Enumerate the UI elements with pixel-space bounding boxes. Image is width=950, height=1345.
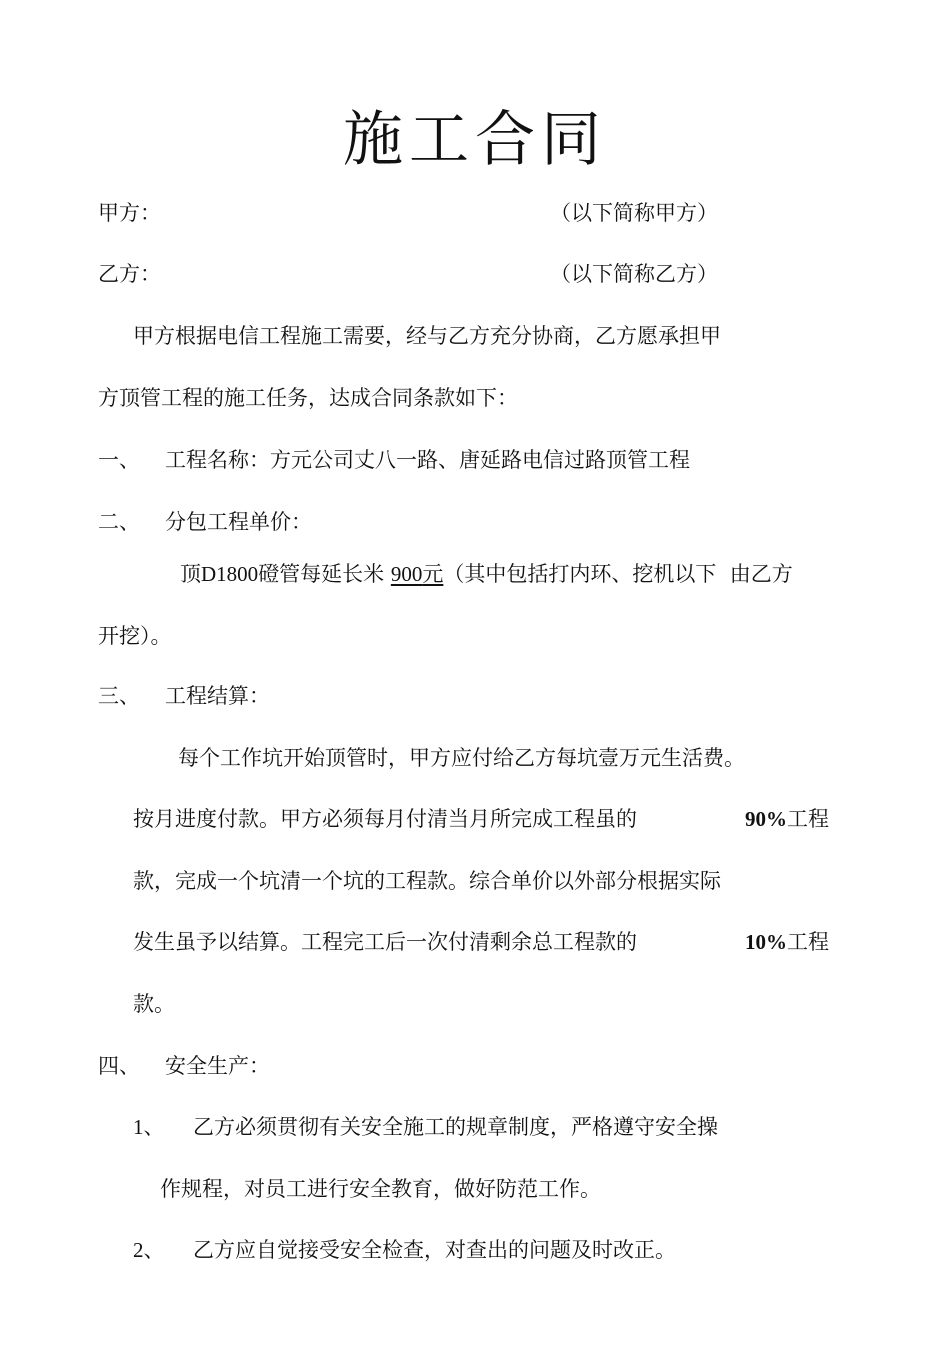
section-2-price-line <box>180 559 793 589</box>
section-2-heading: 分包工程单价： <box>165 510 312 534</box>
item-2-line-1: 乙方应自觉接受安全检查，对查出的问题及时改正。 <box>193 1238 676 1262</box>
pct-90: 90% <box>745 807 787 831</box>
price-desc: 磴管每延长米 <box>258 562 385 586</box>
unit-price-currency: 元 <box>422 562 444 586</box>
section-3-para-3: 款，完成一个坑清一个坑的工程款。综合单价以外部分根据实际 <box>133 869 721 893</box>
pipe-code: D1800 <box>201 562 259 586</box>
section-3-para-4: 发生虽予以结算。工程完工后一次付清剩余总工程款的 <box>133 930 637 954</box>
section-3-number: 三、 <box>98 684 140 708</box>
item-1-line-1: 乙方必须贯彻有关安全施工的规章制度，严格遵守安全操 <box>193 1115 718 1139</box>
section-4-number: 四、 <box>98 1054 140 1078</box>
section-3-para-4-pct <box>745 927 829 957</box>
section-3-para-2: 按月进度付款。甲方必须每月付清当月所完成工程虽的 <box>133 807 637 831</box>
section-3-para-2-pct <box>745 804 829 834</box>
price-note-tail: 由乙方 <box>729 562 793 586</box>
party-a-note: （以下简称甲方） <box>550 201 718 225</box>
unit-price-value: 900 <box>390 562 423 586</box>
intro-line-1: 甲方根据电信工程施工需要，经与乙方充分协商，乙方愿承担甲 <box>133 324 721 348</box>
page-title: 施工合同 <box>343 105 607 175</box>
section-3-heading: 工程结算： <box>165 684 270 708</box>
section-1-number: 一、 <box>98 448 140 472</box>
party-b-note: （以下简称乙方） <box>550 262 718 286</box>
item-1-line-2: 作规程，对员工进行安全教育，做好防范工作。 <box>160 1177 601 1201</box>
unit-price <box>391 562 444 586</box>
section-4-heading: 安全生产： <box>165 1054 270 1078</box>
item-1-number: 1、 <box>133 1115 165 1139</box>
item-2-number: 2、 <box>133 1238 165 1262</box>
price-note: （其中包括打内环、挖机以下 <box>443 562 717 586</box>
pct-90-tail: 工程 <box>787 807 829 831</box>
section-2-line-2: 开挖）。 <box>98 624 172 648</box>
pct-10-tail: 工程 <box>787 930 829 954</box>
section-3-para-5: 款。 <box>133 992 175 1016</box>
intro-line-2: 方顶管工程的施工任务，达成合同条款如下： <box>98 386 518 410</box>
party-b-label: 乙方： <box>98 262 161 286</box>
pct-10: 10% <box>745 930 787 954</box>
section-2-number: 二、 <box>98 510 140 534</box>
price-prefix: 顶 <box>180 562 201 586</box>
section-1-text: 工程名称：方元公司丈八一路、唐延路电信过路顶管工程 <box>165 448 690 472</box>
section-3-para-1: 每个工作坑开始顶管时，甲方应付给乙方每坑壹万元生活费。 <box>178 746 745 770</box>
party-a-label: 甲方： <box>98 201 161 225</box>
